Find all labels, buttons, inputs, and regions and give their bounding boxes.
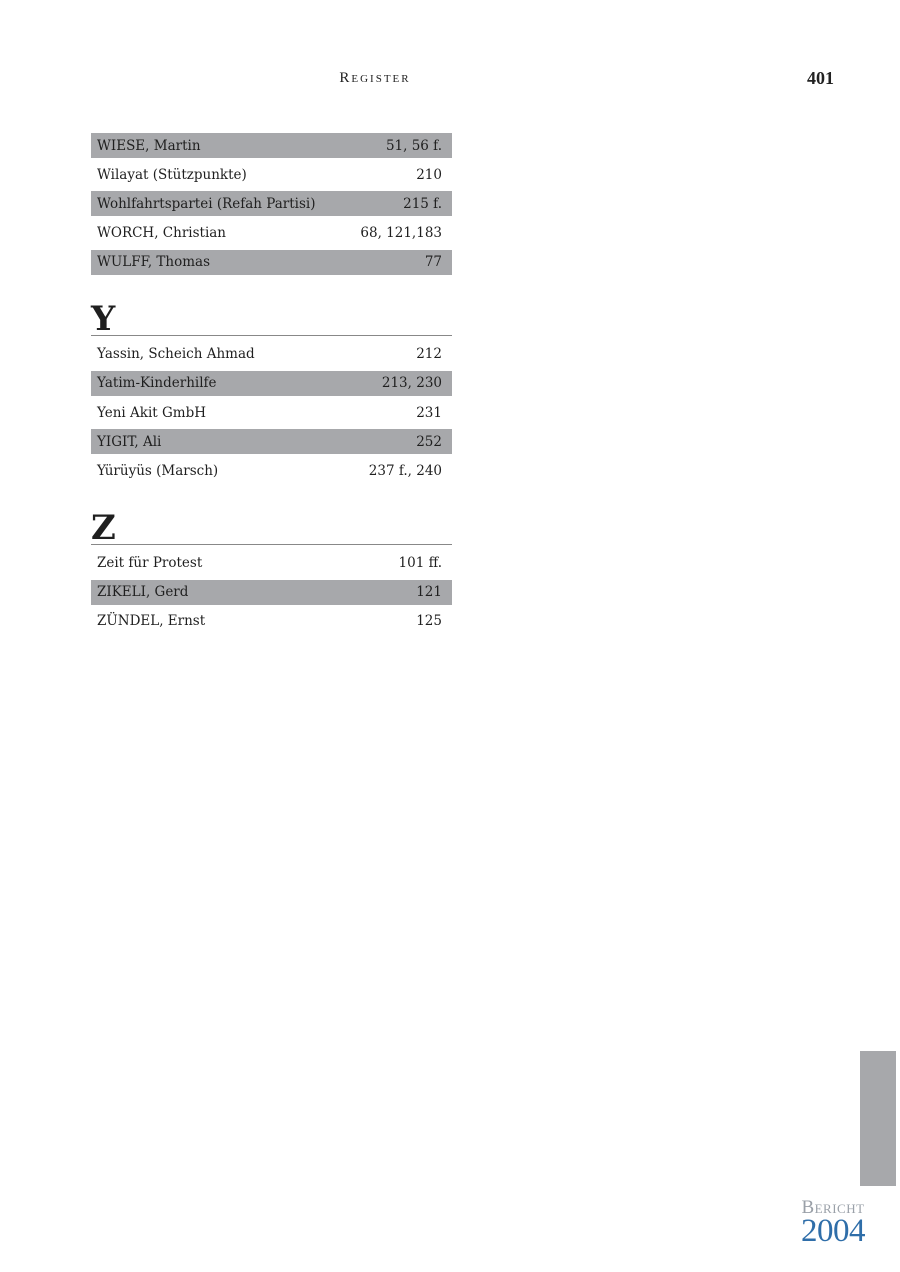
index-pages: 231: [416, 404, 442, 421]
report-brand-label: Bericht: [801, 1197, 865, 1218]
index-entry: Yatim-Kinderhilfe: [97, 375, 217, 392]
index-entry: WORCH, Christian: [97, 225, 227, 242]
section-heading-y: [91, 298, 452, 339]
index-pages: 77: [424, 254, 442, 271]
index-row: [91, 342, 452, 367]
index-row: [91, 580, 452, 605]
index-row: [91, 371, 452, 396]
thumb-index-tab: [860, 1051, 896, 1186]
index-pages: 68, 121,183: [360, 225, 442, 242]
index-entry: YIGIT, Ali: [97, 433, 162, 450]
index-entry: ZIKELI, Gerd: [97, 584, 189, 601]
index-entry: Wilayat (Stützpunkte): [97, 166, 247, 183]
index-row: [91, 191, 452, 216]
index-pages: 212: [416, 346, 442, 363]
index-row: [91, 133, 452, 158]
index-row: [91, 400, 452, 425]
index-entry: Yassin, Scheich Ahmad: [97, 346, 255, 363]
index-row: [91, 429, 452, 454]
index-row: [91, 459, 452, 484]
index-pages: 210: [416, 166, 442, 183]
index-pages: 215 f.: [403, 195, 442, 212]
running-head: Register: [339, 70, 411, 86]
index-entry: WULFF, Thomas: [97, 254, 211, 271]
index-entry: Yürüyüs (Marsch): [97, 463, 219, 479]
index-pages: 121: [416, 584, 442, 601]
page-number: 401: [807, 68, 834, 88]
index-row: [91, 162, 452, 187]
section-letter: Y: [91, 298, 116, 339]
index-row: [91, 551, 452, 576]
index-entry: ZÜNDEL, Ernst: [97, 613, 206, 630]
section-heading-z: [91, 507, 452, 548]
section-letter: Z: [91, 507, 116, 548]
index-pages: 125: [416, 613, 442, 630]
index-entry: Wohlfahrtspartei (Refah Partisi): [97, 195, 316, 212]
index-pages: 51, 56 f.: [385, 137, 442, 154]
index-row: [91, 609, 452, 634]
index-pages: 252: [416, 433, 442, 450]
index-pages: 237 f., 240: [368, 463, 442, 479]
index-pages: 213, 230: [381, 375, 442, 392]
index-entry: Zeit für Protest: [97, 555, 203, 571]
report-brand-year: 2004: [801, 1213, 865, 1249]
index-pages: 101 ff.: [398, 555, 442, 571]
index-entry: Yeni Akit GmbH: [97, 404, 206, 421]
index-row: [91, 221, 452, 246]
index-list: [91, 133, 452, 638]
index-entry: WIESE, Martin: [97, 137, 201, 154]
index-row: [91, 250, 452, 275]
